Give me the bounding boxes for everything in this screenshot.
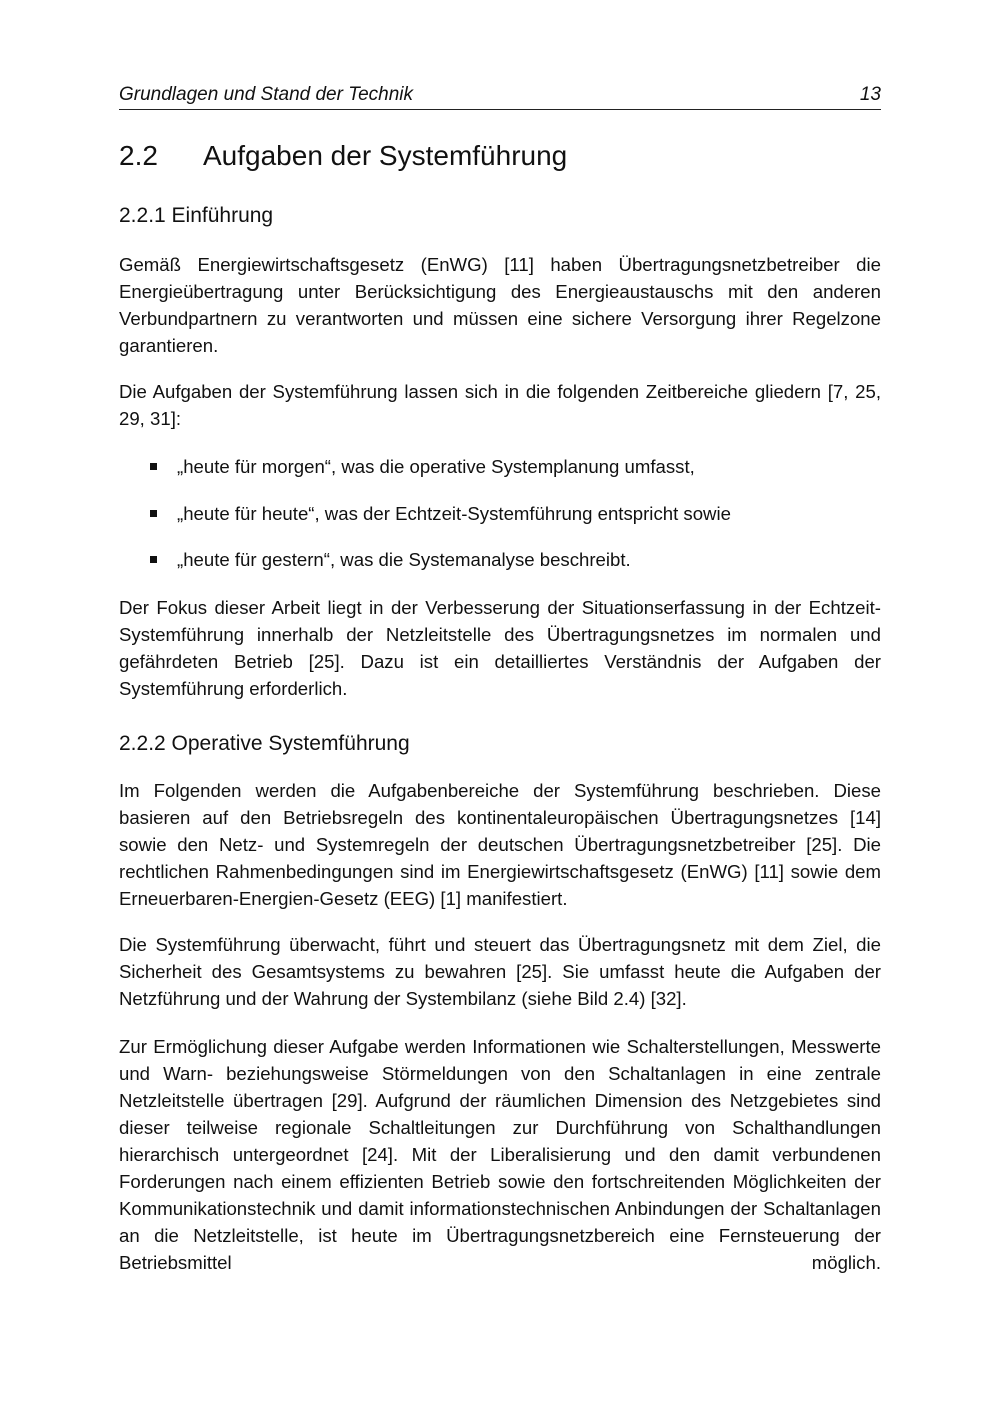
bullet-square-icon xyxy=(150,556,157,563)
bullet-text: „heute für gestern“, was die Systemanalyse beschreibt. xyxy=(177,549,631,570)
paragraph: Im Folgenden werden die Aufgabenbereiche der Systemführung beschrieben. Diese basieren auf den Betriebsregeln des kontinentaleuropäischen Übertragungsnetzes [14] sowie den Netz- und Systemregeln der deutschen Übertragungsnetzbetreiber [25]. Die rechtlichen Rahmenbedingungen sind im Energiewirtschaftsgesetz (EnWG) [11] sowie dem Erneuerbaren-Energien-Gesetz (EEG) [1] manifestiert. xyxy=(119,780,881,909)
paragraph: Die Aufgaben der Systemführung lassen sich in die folgenden Zeitbereiche gliedern [7, 25, 29, 31]: xyxy=(119,381,881,429)
header-title: Grundlagen und Stand der Technik xyxy=(119,84,414,105)
paragraph: Der Fokus dieser Arbeit liegt in der Verbesserung der Situationserfassung in der Echtzeit-Systemführung innerhalb der Netzleitstelle des Übertragungsnetzes im normalen und gefährdeten Betrieb [25]. Dazu ist ein detailliertes Verständnis der Aufgaben der Systemführung erforderlich. xyxy=(119,597,881,699)
section-number: 2.2 xyxy=(119,140,158,171)
bullet-text: „heute für heute“, was der Echtzeit-Systemführung entspricht sowie xyxy=(177,503,731,524)
bullet-square-icon xyxy=(150,510,157,517)
paragraph: Die Systemführung überwacht, führt und steuert das Übertragungsnetz mit dem Ziel, die Sicherheit des Gesamtsystems zu bewahren [25]. Sie umfasst heute die Aufgaben der Netzführung und der Wahrung der Systembilanz (siehe Bild 2.4) [32]. xyxy=(119,934,881,1009)
bullet-item xyxy=(150,453,695,480)
section-heading xyxy=(119,140,567,172)
bullet-text: „heute für morgen“, was die operative Systemplanung umfasst, xyxy=(177,456,695,477)
paragraph: Gemäß Energiewirtschaftsgesetz (EnWG) [11] haben Übertragungsnetzbetreiber die Energieübertragung unter Berücksichtigung des Energieaustauschs mit den anderen Verbundpartnern zu verantworten und müssen eine sichere Versorgung ihrer Regelzone garantieren. xyxy=(119,254,881,356)
running-header xyxy=(119,84,881,110)
subsection-heading-operative: 2.2.2 Operative Systemführung xyxy=(119,732,410,755)
page-number: 13 xyxy=(859,84,881,105)
subsection-heading-intro: 2.2.1 Einführung xyxy=(119,204,274,227)
bullet-item xyxy=(150,500,731,527)
bullet-item xyxy=(150,546,631,573)
bullet-square-icon xyxy=(150,463,157,470)
section-title: Aufgaben der Systemführung xyxy=(203,140,568,171)
paragraph: Zur Ermöglichung dieser Aufgabe werden Informationen wie Schalterstellungen, Messwerte und Warn- beziehungsweise Störmeldungen von den Schaltanlagen in eine zentrale Netzleitstelle übertragen [29]. Aufgrund der räumlichen Dimension des Netzgebietes sind dieser teilweise regionale Schaltleitungen zur Durchführung von Schalthandlungen hierarchisch untergeordnet [24]. Mit der Liberalisierung und den damit verbundenen Forderungen nach einem effizienten Betrieb sowie den fortschreitenden Möglichkeiten der Kommunikationstechnik und damit informationstechnischen Anbindungen der Schaltanlagen an die Netzleitstelle, ist heute im Übertragungsnetzbereich eine Fernsteuerung der Betriebsmittel möglich. xyxy=(119,1036,881,1273)
